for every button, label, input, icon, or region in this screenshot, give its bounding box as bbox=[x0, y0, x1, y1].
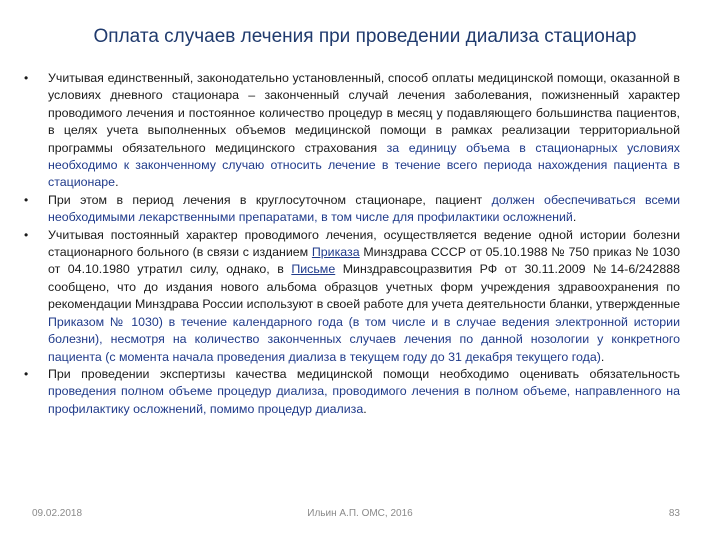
bullet-item bbox=[22, 70, 680, 192]
highlighted-text: должен обеспечиваться всеми необходимыми лекарственными препаратами, в том числе для профилактики осложнений bbox=[48, 192, 680, 225]
bullet-text: При этом в период лечения в круглосуточном стационаре, пациент bbox=[48, 192, 492, 207]
bullet-list bbox=[22, 70, 680, 418]
highlighted-text: за единицу объема в стационарных условиях необходимо к законченному случаю относить лечение в течение всего периода нахождения пациента в стационаре bbox=[48, 140, 680, 190]
bullet-text: . bbox=[115, 175, 119, 190]
bullet-text: Учитывая постоянный характер проводимого лечения, осуществляется ведение одной истории болезни стационарного больного (в связи с изданием bbox=[48, 227, 680, 260]
footer-date: 09.02.2018 bbox=[32, 508, 83, 519]
prikaz-link[interactable]: Приказа bbox=[311, 245, 360, 260]
bullet-text: При проведении экспертизы качества медицинской помощи необходимо оценивать обязательность bbox=[48, 366, 680, 381]
bullet-text: . bbox=[363, 401, 367, 416]
highlighted-text: проведения полном объеме процедур диализа, проводимого лечения в полном объеме, направленного на профилактику осложнений, помимо процедур диализа bbox=[48, 384, 680, 416]
footer-author: Ильин А.П. ОМС, 2016 bbox=[307, 508, 413, 519]
bullet-item bbox=[22, 227, 680, 366]
bullet-text: Учитывая единственный, законодательно установленный, способ оплаты медицинской помощи, оказанной в условиях дневного стационара – законченный случай лечения заболевания, пожизненный характер проводимого лечения и постоянное количество процедур в месяц у подавляющего большинства пациентов, в целях учета выполненных объемов медицинской помощи в рамках реализации территориальной программы обязательного медицинского страхования bbox=[48, 71, 680, 155]
bullet-item bbox=[22, 192, 680, 227]
bullet-marker-icon: • bbox=[24, 366, 29, 381]
bullet-text: . bbox=[572, 210, 577, 225]
bullet-marker-icon: • bbox=[24, 227, 29, 242]
bullet-text: Минздравсоцразвития РФ от 30.11.2009 №14-6/242888 сообщено, что до издания нового альбома образцов учетных форм учреждения здравоохранения по рекомендации Минздрава России используют в своей работе для учета деятельности бланки, утвержденные bbox=[48, 262, 680, 312]
bullet-marker-icon: • bbox=[24, 71, 29, 85]
pismo-link[interactable]: Письме bbox=[291, 262, 336, 277]
bullet-text: . bbox=[600, 349, 605, 364]
highlighted-text: Приказом № 1030) в течение календарного года (в том числе и в случае ведения электронной истории болезни), несмотря на количество законченных случаев лечения по данной нозологии у конкретного пациента (с момента начала проведения диализа в текущем году до 31 декабря текущего года) bbox=[48, 314, 680, 364]
bullet-marker-icon: • bbox=[24, 192, 29, 207]
footer-page-number: 83 bbox=[668, 508, 680, 519]
slide-title: Оплата случаев лечения при проведении диализа стационар bbox=[93, 26, 637, 47]
bullet-item bbox=[22, 366, 680, 418]
bullet-text: Минздрава СССР от 05.10.1988 № 750 приказ № 1030 от 04.10.1980 утратил силу, однако, в bbox=[48, 245, 680, 277]
